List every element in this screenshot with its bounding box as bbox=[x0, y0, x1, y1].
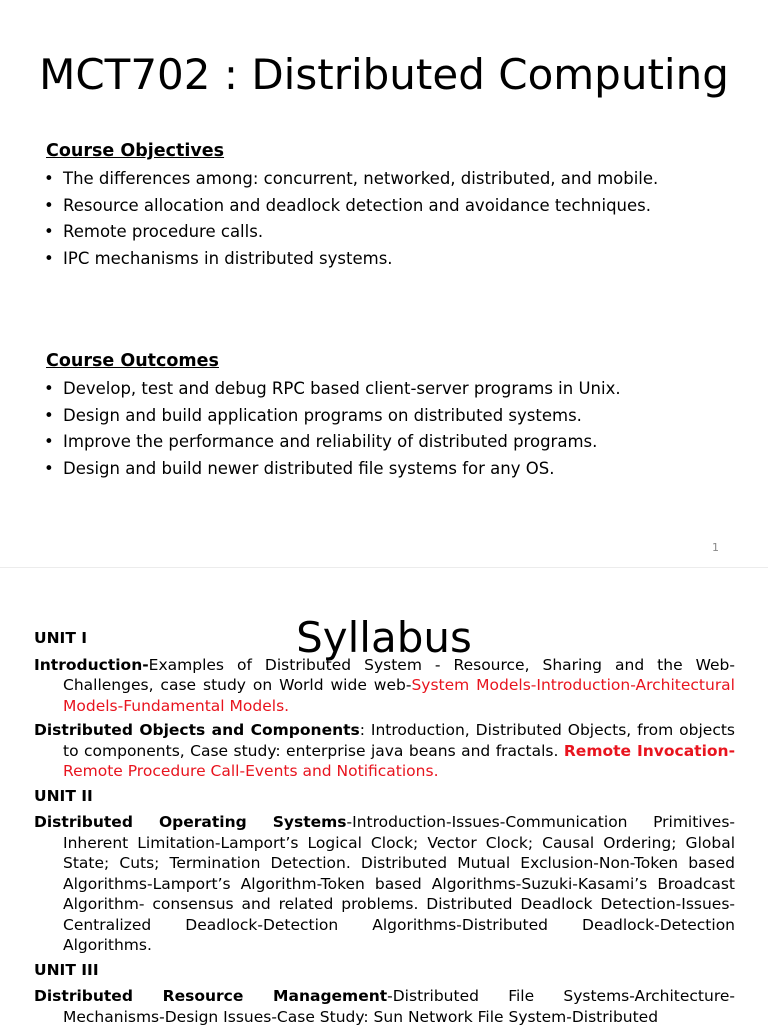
syllabus-body bbox=[34, 628, 735, 1031]
slide-title: MCT702 : Distributed Computing bbox=[39, 50, 729, 100]
outcomes-list bbox=[44, 378, 720, 484]
bullet-icon: • bbox=[44, 458, 54, 478]
list-item: • Resource allocation and deadlock detection and avoidance techniques. bbox=[44, 195, 720, 218]
bullet-icon: • bbox=[44, 379, 54, 398]
unit1-introduction: Introduction-Examples of Distributed System - Resource, Sharing and the Web-Challenges, case study on World wide web-System Models-Introduction-Architectural Models-Fundamental Models. bbox=[34, 655, 735, 715]
bullet-icon: • bbox=[44, 405, 54, 425]
list-item: • Improve the performance and reliability of distributed programs. bbox=[44, 431, 720, 454]
objectives-heading: Course Objectives bbox=[46, 141, 225, 161]
list-item: • The differences among: concurrent, networked, distributed, and mobile. bbox=[44, 168, 720, 191]
bullet-icon: • bbox=[44, 169, 54, 188]
outcomes-heading: Course Outcomes bbox=[46, 351, 219, 371]
objectives-list bbox=[44, 168, 720, 274]
unit-label: UNIT III bbox=[34, 960, 99, 979]
list-item: • Design and build newer distributed file systems for any OS. bbox=[44, 458, 720, 481]
bullet-icon: • bbox=[44, 195, 54, 215]
unit2-distributed-os: Distributed Operating Systems-Introduction-Issues-Communication Primitives-Inherent Limitation-Lamport’s Logical Clock; Vector Clock; Causal Ordering; Global State; Cuts; Termination Detection. Distributed Mutual Exclusion-Non-Token based Algorithms-Lamport’s Algorithm-Token based Algorithms-Suzuki-Kasami’s Broadcast Algorithm- consensus and related problems. Distributed Deadlock Detection-Issues-Centralized Deadlock-Detection Algorithms-Distributed Deadlock-Detection Algorithms. bbox=[34, 813, 735, 954]
unit-label: UNIT I bbox=[34, 629, 88, 647]
syllabus-title: Syllabus bbox=[296, 613, 472, 663]
bullet-icon: • bbox=[44, 432, 54, 451]
list-item: • Develop, test and debug RPC based client-server programs in Unix. bbox=[44, 378, 720, 401]
unit-label: UNIT II bbox=[34, 786, 93, 805]
list-item: • Design and build application programs on distributed systems. bbox=[44, 405, 720, 428]
bullet-icon: • bbox=[44, 222, 54, 241]
bullet-icon: • bbox=[44, 248, 54, 268]
list-item: • Remote procedure calls. bbox=[44, 221, 720, 244]
unit3-resource-management: Distributed Resource Management-Distributed File Systems-Architecture-Mechanisms-Design Issues-Case Study: Sun Network File System-Distributed bbox=[34, 987, 735, 1026]
unit1-objects-components: Distributed Objects and Components: Introduction, Distributed Objects, from objects to components, Case study: enterprise java beans and fractals. Remote Invocation- Remote Procedure Call-Events and Notifications. bbox=[34, 721, 735, 780]
slide-divider bbox=[0, 567, 768, 568]
list-item: • IPC mechanisms in distributed systems. bbox=[44, 248, 720, 271]
page-number: 1 bbox=[712, 541, 719, 554]
